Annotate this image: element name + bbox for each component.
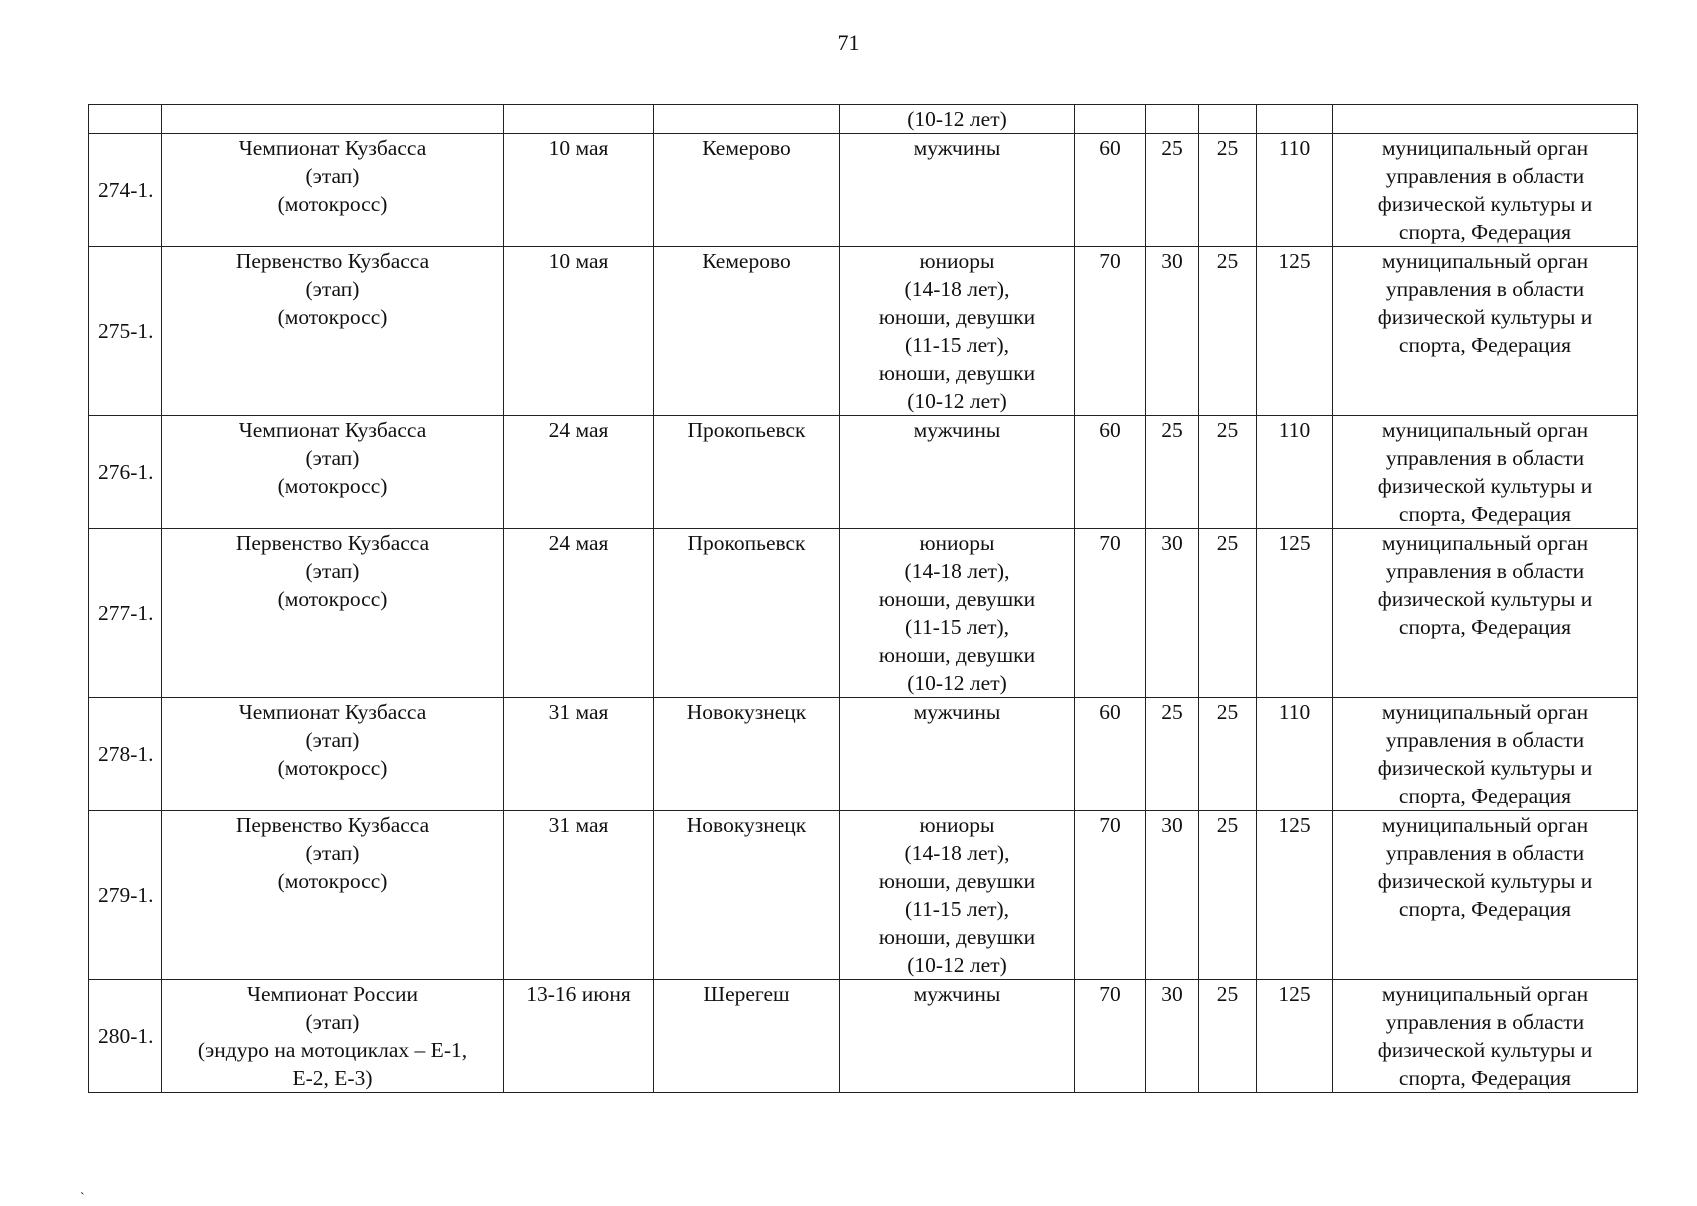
- cell-count-1: 60: [1075, 416, 1146, 529]
- cell-place: Прокопьевск: [654, 529, 840, 698]
- cell-count-1: 70: [1075, 811, 1146, 980]
- cell-date: 31 мая: [504, 811, 654, 980]
- cell-date: 13-16 июня: [504, 980, 654, 1093]
- table-row: [89, 134, 1638, 247]
- cell-count-total: 110: [1257, 416, 1333, 529]
- cell-date: 24 мая: [504, 529, 654, 698]
- cell-number: 275-1.: [89, 247, 162, 416]
- cell-organizer: [1333, 105, 1638, 134]
- cell-participants: мужчины: [840, 698, 1075, 811]
- cell-count-3: 25: [1199, 134, 1257, 247]
- stray-mark: `: [80, 1191, 85, 1206]
- cell-place: Новокузнецк: [654, 698, 840, 811]
- cell-count-1: 60: [1075, 698, 1146, 811]
- cell-count-2: 30: [1146, 529, 1199, 698]
- table-row-continuation: [89, 105, 1638, 134]
- cell-count-2: 25: [1146, 134, 1199, 247]
- cell-organizer: муниципальный орган управления в области физической культуры и спорта, Федерация: [1333, 247, 1638, 416]
- cell-place: [654, 105, 840, 134]
- table-row: [89, 247, 1638, 416]
- cell-place: Кемерово: [654, 247, 840, 416]
- cell-organizer: муниципальный орган управления в области физической культуры и спорта, Федерация: [1333, 134, 1638, 247]
- table-row: [89, 698, 1638, 811]
- cell-count-3: 25: [1199, 416, 1257, 529]
- cell-organizer: муниципальный орган управления в области физической культуры и спорта, Федерация: [1333, 698, 1638, 811]
- cell-count-total: 125: [1257, 811, 1333, 980]
- table-row: [89, 416, 1638, 529]
- cell-organizer: муниципальный орган управления в области физической культуры и спорта, Федерация: [1333, 529, 1638, 698]
- cell-count-3: 25: [1199, 980, 1257, 1093]
- cell-event-name: Чемпионат Кузбасса (этап) (мотокросс): [162, 698, 504, 811]
- cell-number: 278-1.: [89, 698, 162, 811]
- cell-count-1: 60: [1075, 134, 1146, 247]
- cell-number: 277-1.: [89, 529, 162, 698]
- cell-count-1: [1075, 105, 1146, 134]
- cell-participants: мужчины: [840, 980, 1075, 1093]
- cell-place: Прокопьевск: [654, 416, 840, 529]
- cell-count-total: 125: [1257, 529, 1333, 698]
- table-row: [89, 811, 1638, 980]
- cell-number: 276-1.: [89, 416, 162, 529]
- cell-count-total: [1257, 105, 1333, 134]
- cell-participants: юниоры (14-18 лет), юноши, девушки (11-15 лет), юноши, девушки (10-12 лет): [840, 247, 1075, 416]
- cell-count-2: 30: [1146, 811, 1199, 980]
- table-row: [89, 529, 1638, 698]
- cell-count-1: 70: [1075, 980, 1146, 1093]
- cell-event-name: Чемпионат Кузбасса (этап) (мотокросс): [162, 134, 504, 247]
- table-row: [89, 980, 1638, 1093]
- cell-event-name: Первенство Кузбасса (этап) (мотокросс): [162, 529, 504, 698]
- cell-count-2: [1146, 105, 1199, 134]
- cell-count-1: 70: [1075, 529, 1146, 698]
- cell-participants: (10-12 лет): [840, 105, 1075, 134]
- cell-organizer: муниципальный орган управления в области физической культуры и спорта, Федерация: [1333, 980, 1638, 1093]
- cell-count-3: 25: [1199, 529, 1257, 698]
- cell-count-total: 110: [1257, 698, 1333, 811]
- cell-place: Новокузнецк: [654, 811, 840, 980]
- cell-count-2: 25: [1146, 416, 1199, 529]
- cell-participants: мужчины: [840, 134, 1075, 247]
- cell-count-3: 25: [1199, 811, 1257, 980]
- cell-count-2: 25: [1146, 698, 1199, 811]
- cell-number: [89, 105, 162, 134]
- page-number: 71: [837, 30, 860, 55]
- cell-number: 274-1.: [89, 134, 162, 247]
- cell-participants: юниоры (14-18 лет), юноши, девушки (11-15 лет), юноши, девушки (10-12 лет): [840, 529, 1075, 698]
- cell-number: 280-1.: [89, 980, 162, 1093]
- cell-date: [504, 105, 654, 134]
- cell-event-name: Первенство Кузбасса (этап) (мотокросс): [162, 247, 504, 416]
- cell-organizer: муниципальный орган управления в области физической культуры и спорта, Федерация: [1333, 811, 1638, 980]
- cell-organizer: муниципальный орган управления в области физической культуры и спорта, Федерация: [1333, 416, 1638, 529]
- cell-event-name: Первенство Кузбасса (этап) (мотокросс): [162, 811, 504, 980]
- cell-event-name: Чемпионат России (этап) (эндуро на мотоциклах – Е-1, Е-2, Е-3): [162, 980, 504, 1093]
- cell-date: 10 мая: [504, 247, 654, 416]
- cell-count-2: 30: [1146, 980, 1199, 1093]
- cell-date: 24 мая: [504, 416, 654, 529]
- cell-participants: мужчины: [840, 416, 1075, 529]
- cell-date: 10 мая: [504, 134, 654, 247]
- cell-count-3: 25: [1199, 698, 1257, 811]
- cell-number: 279-1.: [89, 811, 162, 980]
- cell-count-2: 30: [1146, 247, 1199, 416]
- cell-count-total: 125: [1257, 980, 1333, 1093]
- cell-participants: юниоры (14-18 лет), юноши, девушки (11-15 лет), юноши, девушки (10-12 лет): [840, 811, 1075, 980]
- cell-event-name: Чемпионат Кузбасса (этап) (мотокросс): [162, 416, 504, 529]
- cell-count-3: 25: [1199, 247, 1257, 416]
- cell-count-total: 110: [1257, 134, 1333, 247]
- events-schedule-table: [88, 104, 1638, 1093]
- cell-place: Шерегеш: [654, 980, 840, 1093]
- cell-count-3: [1199, 105, 1257, 134]
- cell-count-1: 70: [1075, 247, 1146, 416]
- cell-count-total: 125: [1257, 247, 1333, 416]
- cell-date: 31 мая: [504, 698, 654, 811]
- cell-place: Кемерово: [654, 134, 840, 247]
- cell-event-name: [162, 105, 504, 134]
